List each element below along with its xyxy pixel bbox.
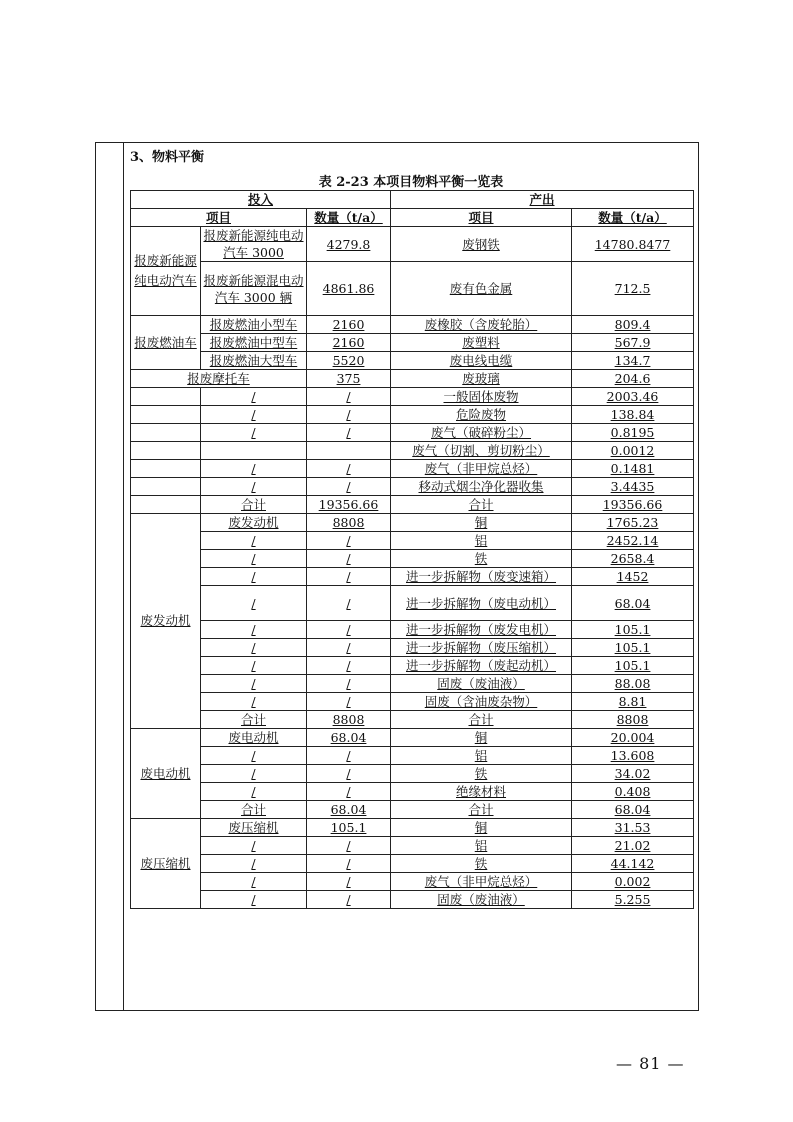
out-item: 铝 [391, 837, 572, 855]
out-item: 进一步拆解物（废发电机） [391, 621, 572, 639]
out-item: 铜 [391, 514, 572, 532]
margin-line [123, 142, 124, 1011]
table-row [131, 262, 694, 316]
in-item: / [201, 747, 307, 765]
table-row [131, 747, 694, 765]
in-qty: 68.04 [307, 801, 391, 819]
group-label: 废电动机 [131, 729, 201, 819]
table-row [131, 532, 694, 550]
out-item: 绝缘材料 [391, 783, 572, 801]
out-qty: 2452.14 [572, 532, 694, 550]
table-row [131, 478, 694, 496]
table-row [131, 227, 694, 262]
out-qty: 44.142 [572, 855, 694, 873]
in-item: 废电动机 [201, 729, 307, 747]
out-item: 进一步拆解物（废起动机） [391, 657, 572, 675]
in-item: / [201, 675, 307, 693]
in-qty: / [307, 550, 391, 568]
header-row [131, 209, 694, 227]
blank-cell [131, 406, 201, 424]
table-row [131, 837, 694, 855]
out-qty: 20.004 [572, 729, 694, 747]
material-balance-table [130, 190, 694, 909]
in-item: 报废燃油大型车 [201, 352, 307, 370]
out-item: 进一步拆解物（废压缩机） [391, 639, 572, 657]
in-item: / [201, 460, 307, 478]
in-qty: / [307, 586, 391, 621]
in-qty: / [307, 460, 391, 478]
out-qty: 8.81 [572, 693, 694, 711]
out-item: 进一步拆解物（废变速箱） [391, 568, 572, 586]
out-item: 铜 [391, 819, 572, 837]
in-qty [307, 442, 391, 460]
in-qty: / [307, 675, 391, 693]
in-item: 报废燃油中型车 [201, 334, 307, 352]
out-item: 固废（废油液） [391, 891, 572, 909]
table-row [131, 693, 694, 711]
in-item: / [201, 478, 307, 496]
out-item: 危险废物 [391, 406, 572, 424]
blank-cell [131, 478, 201, 496]
in-qty: / [307, 693, 391, 711]
table-row [131, 675, 694, 693]
table-row [131, 891, 694, 909]
in-item: / [201, 532, 307, 550]
in-qty: / [307, 424, 391, 442]
out-item: 一般固体废物 [391, 388, 572, 406]
total-row [131, 496, 694, 514]
table-row [131, 334, 694, 352]
in-item [201, 442, 307, 460]
out-qty: 19356.66 [572, 496, 694, 514]
out-qty: 3.4435 [572, 478, 694, 496]
out-item: 合计 [391, 711, 572, 729]
out-qty: 567.9 [572, 334, 694, 352]
out-item: 废电线电缆 [391, 352, 572, 370]
in-qty: / [307, 532, 391, 550]
group-label: 报废摩托车 [131, 370, 307, 388]
out-qty: 204.6 [572, 370, 694, 388]
out-qty: 13.608 [572, 747, 694, 765]
in-qty: / [307, 657, 391, 675]
out-item: 废有色金属 [391, 262, 572, 316]
table-row [131, 621, 694, 639]
in-qty: 4279.8 [307, 227, 391, 262]
in-qty: / [307, 568, 391, 586]
in-item: 废发动机 [201, 514, 307, 532]
in-qty: 2160 [307, 316, 391, 334]
table-row [131, 514, 694, 532]
in-item: / [201, 891, 307, 909]
out-qty: 2658.4 [572, 550, 694, 568]
blank-cell [131, 442, 201, 460]
group-label: 报废新能源纯电动汽车 [131, 227, 201, 316]
header-input: 投入 [131, 191, 391, 209]
out-qty: 14780.8477 [572, 227, 694, 262]
out-qty: 1765.23 [572, 514, 694, 532]
out-item: 废气（破碎粉尘） [391, 424, 572, 442]
out-item: 铁 [391, 855, 572, 873]
in-qty: 105.1 [307, 819, 391, 837]
in-item: / [201, 657, 307, 675]
in-qty: 5520 [307, 352, 391, 370]
in-item: / [201, 873, 307, 891]
header-qty: 数量（t/a） [307, 209, 391, 227]
out-item: 废塑料 [391, 334, 572, 352]
in-item: 合计 [201, 711, 307, 729]
out-qty: 809.4 [572, 316, 694, 334]
out-qty: 105.1 [572, 621, 694, 639]
in-qty: / [307, 747, 391, 765]
table-row [131, 406, 694, 424]
blank-cell [131, 424, 201, 442]
in-qty: / [307, 765, 391, 783]
out-qty: 5.255 [572, 891, 694, 909]
group-label: 废发动机 [131, 514, 201, 729]
in-qty: 68.04 [307, 729, 391, 747]
in-item: 废压缩机 [201, 819, 307, 837]
group-label: 废压缩机 [131, 819, 201, 909]
table-row [131, 424, 694, 442]
table-row [131, 442, 694, 460]
in-qty: / [307, 837, 391, 855]
in-item: 合计 [201, 496, 307, 514]
table-row [131, 819, 694, 837]
total-row [131, 711, 694, 729]
out-item: 废气（切割、剪切粉尘） [391, 442, 572, 460]
in-qty: 19356.66 [307, 496, 391, 514]
out-item: 进一步拆解物（废电动机） [391, 586, 572, 621]
out-qty: 68.04 [572, 801, 694, 819]
out-qty: 105.1 [572, 639, 694, 657]
in-item: / [201, 783, 307, 801]
out-qty: 0.002 [572, 873, 694, 891]
out-item: 合计 [391, 801, 572, 819]
in-qty: 4861.86 [307, 262, 391, 316]
out-qty: 0.8195 [572, 424, 694, 442]
out-item: 固废（含油废杂物） [391, 693, 572, 711]
in-item: / [201, 550, 307, 568]
blank-cell [131, 388, 201, 406]
group-label: 报废燃油车 [131, 316, 201, 370]
out-qty: 8808 [572, 711, 694, 729]
in-qty: 375 [307, 370, 391, 388]
in-item: / [201, 621, 307, 639]
in-qty: / [307, 388, 391, 406]
out-item: 铁 [391, 550, 572, 568]
total-row [131, 801, 694, 819]
page-number: — 81 — [616, 1054, 685, 1073]
table-row [131, 460, 694, 478]
in-qty: / [307, 855, 391, 873]
table-row [131, 586, 694, 621]
blank-cell [131, 460, 201, 478]
out-item: 铝 [391, 532, 572, 550]
table-row [131, 316, 694, 334]
out-qty: 34.02 [572, 765, 694, 783]
table-row [131, 388, 694, 406]
header-item: 项目 [131, 209, 307, 227]
in-item: 报废新能源混电动汽车 3000 辆 [201, 262, 307, 316]
out-qty: 2003.46 [572, 388, 694, 406]
in-item: 合计 [201, 801, 307, 819]
table-row [131, 352, 694, 370]
in-item: / [201, 406, 307, 424]
table-row [131, 855, 694, 873]
section-title: 3、物料平衡 [130, 150, 205, 165]
table-row [131, 783, 694, 801]
in-qty: / [307, 783, 391, 801]
table-caption: 表 2-23 本项目物料平衡一览表 [318, 175, 504, 190]
in-item: / [201, 837, 307, 855]
in-qty: / [307, 891, 391, 909]
in-item: / [201, 388, 307, 406]
table-row [131, 639, 694, 657]
out-item: 废玻璃 [391, 370, 572, 388]
out-qty: 712.5 [572, 262, 694, 316]
table-row [131, 873, 694, 891]
table-row [131, 550, 694, 568]
out-item: 铝 [391, 747, 572, 765]
in-qty: / [307, 406, 391, 424]
header-output: 产出 [391, 191, 694, 209]
table-row [131, 568, 694, 586]
in-item: 报废新能源纯电动汽车 3000 [201, 227, 307, 262]
out-qty: 21.02 [572, 837, 694, 855]
in-qty: / [307, 621, 391, 639]
header-row-top [131, 191, 694, 209]
in-qty: 2160 [307, 334, 391, 352]
in-item: / [201, 765, 307, 783]
out-item: 移动式烟尘净化器收集 [391, 478, 572, 496]
out-qty: 0.1481 [572, 460, 694, 478]
in-qty: / [307, 639, 391, 657]
in-item: / [201, 855, 307, 873]
in-item: / [201, 424, 307, 442]
table-row [131, 657, 694, 675]
out-qty: 134.7 [572, 352, 694, 370]
out-qty: 1452 [572, 568, 694, 586]
out-qty: 0.0012 [572, 442, 694, 460]
in-item: / [201, 693, 307, 711]
out-item: 废钢铁 [391, 227, 572, 262]
out-item: 铜 [391, 729, 572, 747]
out-item: 铁 [391, 765, 572, 783]
in-qty: / [307, 873, 391, 891]
out-item: 废气（非甲烷总烃） [391, 873, 572, 891]
header-out-qty: 数量（t/a） [572, 209, 694, 227]
blank-cell [131, 496, 201, 514]
out-qty: 68.04 [572, 586, 694, 621]
out-item: 合计 [391, 496, 572, 514]
in-qty: 8808 [307, 711, 391, 729]
in-qty: / [307, 478, 391, 496]
out-qty: 138.84 [572, 406, 694, 424]
out-qty: 105.1 [572, 657, 694, 675]
in-item: 报废燃油小型车 [201, 316, 307, 334]
in-item: / [201, 639, 307, 657]
table-row [131, 729, 694, 747]
in-qty: 8808 [307, 514, 391, 532]
out-qty: 0.408 [572, 783, 694, 801]
table-row [131, 765, 694, 783]
table-row [131, 370, 694, 388]
out-qty: 88.08 [572, 675, 694, 693]
header-out-item: 项目 [391, 209, 572, 227]
in-item: / [201, 568, 307, 586]
out-item: 废气（非甲烷总烃） [391, 460, 572, 478]
out-qty: 31.53 [572, 819, 694, 837]
out-item: 废橡胶（含废轮胎） [391, 316, 572, 334]
out-item: 固废（废油液） [391, 675, 572, 693]
in-item: / [201, 586, 307, 621]
